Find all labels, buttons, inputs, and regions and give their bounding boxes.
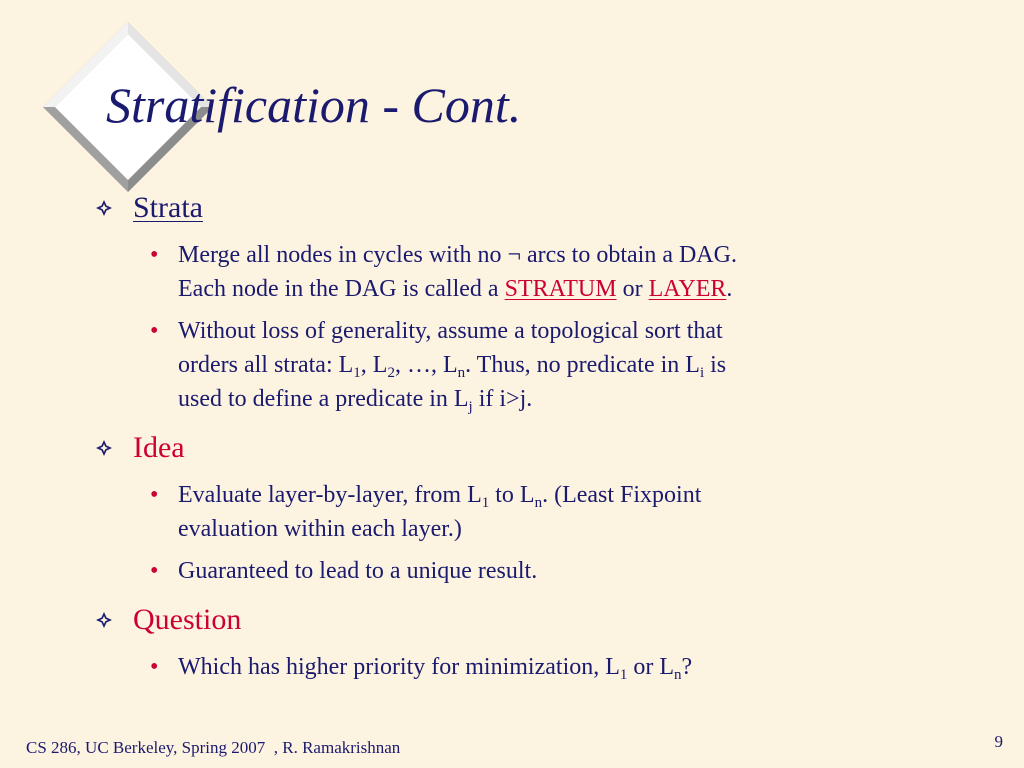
strata-bullet-1-line-2 — [178, 272, 976, 306]
text-run: . — [726, 276, 733, 302]
idea-bullet-1 — [96, 478, 976, 546]
four-petal-diamond-bullet-icon — [96, 200, 112, 216]
text-run: Evaluate layer-by-layer, from L — [178, 482, 482, 508]
text-run: orders all strata: L — [178, 352, 354, 378]
text-run: if i>j. — [472, 386, 533, 412]
subscript: j — [468, 399, 473, 415]
text-run: Each node in the DAG is called a — [178, 276, 505, 302]
text-run: . (Least Fixpoint — [542, 482, 702, 508]
strata-bullet-1-line-1: Merge all nodes in cycles with no ¬ arcs to obtain a DAG. — [178, 242, 737, 268]
strata-bullet-2-line-1: Without loss of generality, assume a topological sort that — [178, 318, 723, 344]
text-run: or L — [627, 654, 675, 680]
slide-title: Stratification - Cont. — [106, 77, 522, 133]
strata-bullet-1 — [96, 238, 976, 306]
text-run: , L — [360, 352, 388, 378]
round-dot-bullet-icon: • — [150, 318, 159, 344]
text-run: is — [704, 352, 727, 378]
strata-bullet-2 — [96, 314, 976, 416]
slide-body — [96, 190, 976, 692]
term-stratum: STRATUM — [504, 276, 617, 302]
four-petal-diamond-bullet-icon — [96, 612, 112, 628]
round-dot-bullet-icon: • — [150, 558, 159, 584]
subscript: 1 — [353, 365, 361, 381]
text-run: , …, L — [394, 352, 458, 378]
round-dot-bullet-icon: • — [150, 654, 159, 680]
text-run: ? — [681, 654, 693, 680]
text-run: used to define a predicate in L — [178, 386, 469, 412]
idea-bullet-1-line-2: evaluation within each layer.) — [178, 516, 462, 542]
page-number: 9 — [994, 732, 1003, 751]
text-run: Which has higher priority for minimization, L — [178, 654, 620, 680]
idea-bullet-1-line-1 — [178, 478, 976, 512]
four-petal-diamond-bullet-icon — [96, 440, 112, 456]
section-idea — [96, 430, 976, 466]
section-question — [96, 602, 976, 638]
text-run: to L — [489, 482, 535, 508]
strata-bullet-2-line-3 — [178, 382, 976, 416]
idea-bullet-2 — [96, 554, 976, 588]
question-bullet-1 — [96, 650, 976, 684]
idea-bullet-2-line-1: Guaranteed to lead to a unique result. — [178, 558, 538, 584]
section-heading-strata: Strata — [133, 191, 203, 224]
subscript: n — [674, 667, 682, 683]
text-run: . Thus, no predicate in L — [465, 352, 700, 378]
subscript: 1 — [619, 667, 628, 683]
section-heading-question: Question — [133, 603, 242, 636]
strata-bullet-2-line-2 — [178, 348, 976, 382]
section-strata — [96, 190, 976, 226]
question-bullet-1-line-1 — [178, 650, 976, 684]
round-dot-bullet-icon: • — [150, 242, 159, 268]
section-heading-idea: Idea — [133, 431, 185, 464]
term-layer: LAYER — [648, 276, 727, 302]
subscript: n — [534, 495, 543, 511]
subscript: 2 — [387, 365, 395, 381]
text-run: or — [616, 276, 649, 302]
subscript: n — [457, 365, 466, 381]
round-dot-bullet-icon: • — [150, 482, 159, 508]
subscript: i — [699, 365, 705, 381]
subscript: 1 — [481, 495, 490, 511]
footer-credit: CS 286, UC Berkeley, Spring 2007 , R. Ramakrishnan — [26, 738, 401, 757]
